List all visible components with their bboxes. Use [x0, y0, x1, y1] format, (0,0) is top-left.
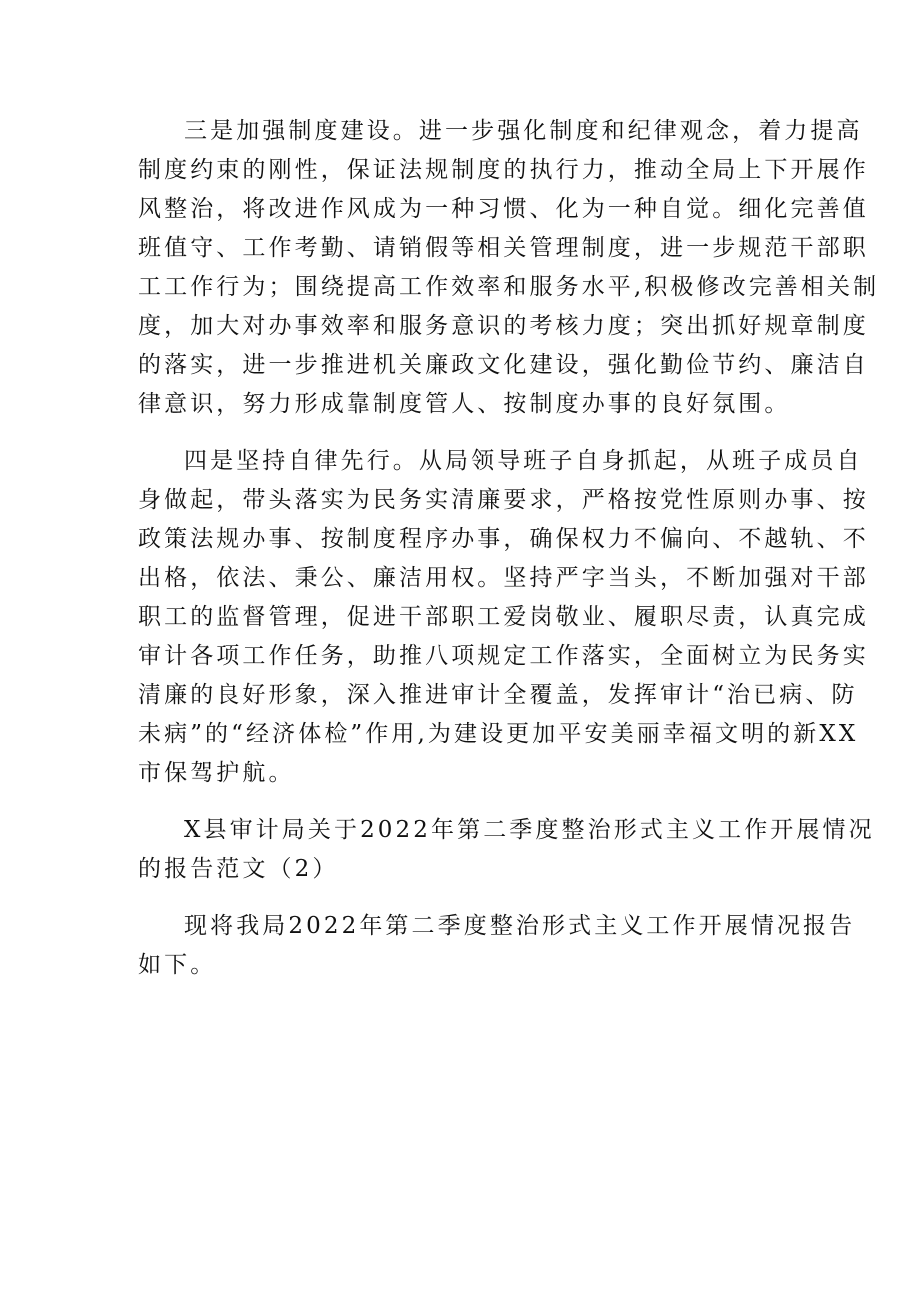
- paragraph-intro: [138, 907, 856, 985]
- text-line: 度，加大对办事效率和服务意识的考核力度；突出抓好规章制度: [138, 313, 869, 339]
- text-line: 身做起，带头落实为民务实清廉要求，严格按党性原则办事、按: [138, 487, 869, 513]
- text-line: 职工的监督管理，促进干部职工爱岗敬业、履职尽责，认真完成: [138, 604, 869, 630]
- text-line: 工工作行为；围绕提高工作效率和服务水平,积极修改完善相关制: [138, 274, 880, 300]
- text-line: 四是坚持自律先行。从局领导班子自身抓起，从班子成员自: [184, 448, 863, 474]
- report-title: [138, 811, 875, 889]
- text-line: 现将我局2022年第二季度整治形式主义工作开展情况报告: [184, 913, 856, 939]
- paragraph-gap: [138, 889, 798, 907]
- text-line: 班值守、工作考勤、请销假等相关管理制度，进一步规范干部职: [138, 235, 869, 261]
- text-line: 三是加强制度建设。进一步强化制度和纪律观念，着力提高: [184, 118, 863, 144]
- text-line: 清廉的良好形象，深入推进审计全覆盖，发挥审计“治已病、防: [138, 682, 858, 708]
- text-line: 风整治，将改进作风成为一种习惯、化为一种自觉。细化完善值: [138, 196, 869, 222]
- text-line: 出格，依法、秉公、廉洁用权。坚持严字当头，不断加强对干部: [138, 565, 869, 591]
- paragraph-self-discipline: [138, 442, 869, 793]
- text-line: 市保驾护航。: [138, 760, 295, 786]
- text-line: 审计各项工作任务，助推八项规定工作落实，全面树立为民务实: [138, 643, 869, 669]
- text-line: 制度约束的刚性，保证法规制度的执行力，推动全局上下开展作: [138, 157, 869, 183]
- text-line: 律意识，努力形成靠制度管人、按制度办事的良好氛围。: [138, 391, 791, 417]
- paragraph-system-building: [138, 112, 880, 424]
- title-line: 的报告范文（2）: [138, 856, 339, 882]
- title-line: X县审计局关于2022年第二季度整治形式主义工作开展情况: [184, 817, 875, 843]
- document-page: [138, 112, 880, 985]
- text-line: 政策法规办事、按制度程序办事，确保权力不偏向、不越轨、不: [138, 526, 869, 552]
- text-line: 未病”的“经济体检”作用,为建设更加平安美丽幸福文明的新XX: [138, 721, 859, 747]
- paragraph-gap: [138, 793, 798, 811]
- paragraph-gap: [138, 424, 798, 442]
- text-line: 的落实，进一步推进机关廉政文化建设，强化勤俭节约、廉洁自: [138, 352, 869, 378]
- text-line: 如下。: [138, 952, 217, 978]
